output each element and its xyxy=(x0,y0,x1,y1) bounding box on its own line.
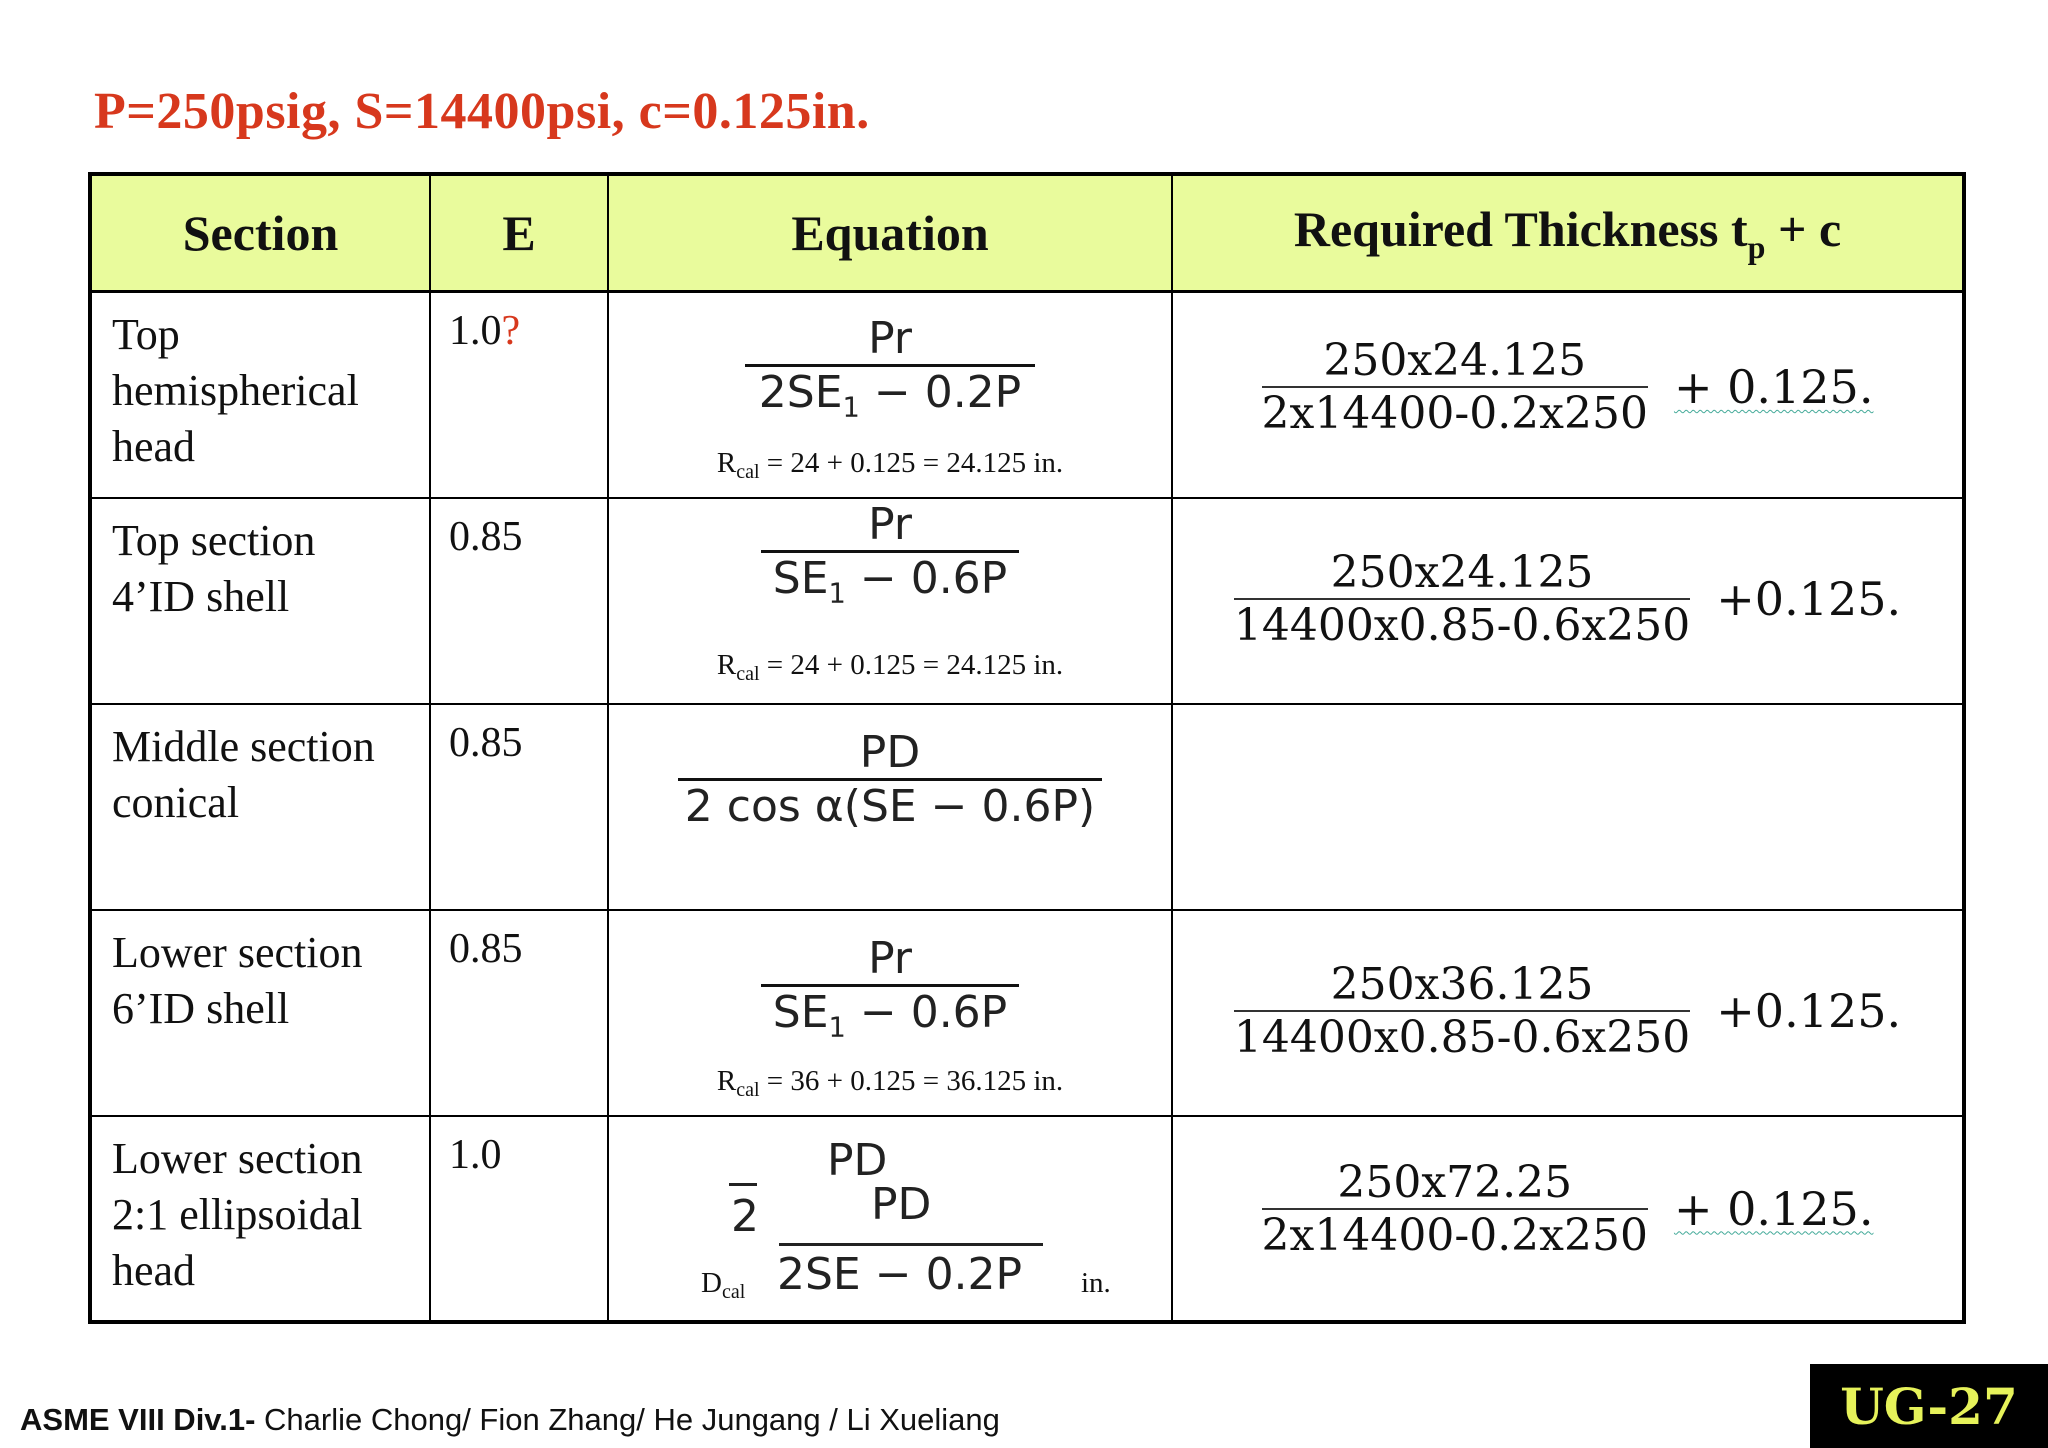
required-thickness-cell xyxy=(1172,292,1964,498)
equation-fraction: Pr $2SE_1 - 0.2P$ xyxy=(609,313,1171,424)
equation-fraction: PD 2 cos α(SE − 0.6P) xyxy=(609,727,1171,832)
table-row xyxy=(90,498,1964,704)
table-row xyxy=(90,292,1964,498)
table-row xyxy=(90,1116,1964,1322)
header-section: Section xyxy=(90,174,430,292)
page-title: P=250psig, S=14400psi, c=0.125in. xyxy=(94,83,870,140)
equation-fraction: Pr $SE_1 - 0.6P$ xyxy=(609,933,1171,1044)
e-cell: 1.0 xyxy=(430,1116,608,1322)
section-cell: Lower section 6’ID shell xyxy=(90,910,430,1116)
equation-cell xyxy=(608,498,1172,704)
equation-cell xyxy=(608,292,1172,498)
required-thickness-cell xyxy=(1172,498,1964,704)
required-thickness-cell xyxy=(1172,1116,1964,1322)
rcal-text: $R_{cal} = 24 + 0.125 = 24.125$ in. xyxy=(716,648,1064,685)
footer-credits: ASME VIII Div.1- Charlie Chong/ Fion Zhang/ He Jungang / Li Xueliang xyxy=(20,1402,1000,1437)
section-cell: Middle section conical xyxy=(90,704,430,910)
table-header-row xyxy=(90,174,1964,292)
ug-27-badge: UG-27 xyxy=(1810,1364,2048,1448)
section-cell: Top hemispherical head xyxy=(90,292,430,498)
equation-fraction: Pr $SE_1 - 0.6P$ xyxy=(609,499,1171,610)
header-required-thickness: Required Thickness $t_p + c$ xyxy=(1172,174,1964,292)
table-row xyxy=(90,704,1964,910)
e-cell: 0.85 xyxy=(430,498,608,704)
e-cell: 1.0? xyxy=(430,292,608,498)
e-cell: 0.85 xyxy=(430,910,608,1116)
equation-cell xyxy=(608,910,1172,1116)
header-equation: Equation xyxy=(608,174,1172,292)
thickness-table xyxy=(88,172,1966,1324)
rcal-text: $R_{cal} = 24 + 0.125 = 24.125$ in. xyxy=(716,447,1064,483)
thickness-calculation: 250x24.125 2x14400-0.2x250 + 0.125. xyxy=(1261,335,1874,439)
required-thickness-cell xyxy=(1172,910,1964,1116)
e-cell: 0.85 xyxy=(430,704,608,910)
thickness-calculation: 250x36.125 14400x0.85-0.6x250 +0.125. xyxy=(1233,958,1902,1063)
rcal-text: $R_{cal} = 36 + 0.125 = 36.125$ in. xyxy=(716,1064,1064,1101)
section-cell: Lower section 2:1 ellipsoidal head xyxy=(90,1116,430,1322)
header-e: E xyxy=(430,174,608,292)
equation-cell xyxy=(608,704,1172,910)
table-row xyxy=(90,910,1964,1116)
equation-cell xyxy=(608,1116,1172,1322)
thickness-calculation: 250x72.25 2x14400-0.2x250 + 0.125. xyxy=(1261,1156,1874,1261)
thickness-calculation: 250x24.125 14400x0.85-0.6x250 +0.125. xyxy=(1233,546,1902,651)
section-cell: Top section 4’ID shell xyxy=(90,498,430,704)
required-thickness-cell xyxy=(1172,704,1964,910)
ellipsoidal-equation: PD 2 PD 2SE − 0.2P $D_{cal}$ in. xyxy=(701,1134,1111,1303)
